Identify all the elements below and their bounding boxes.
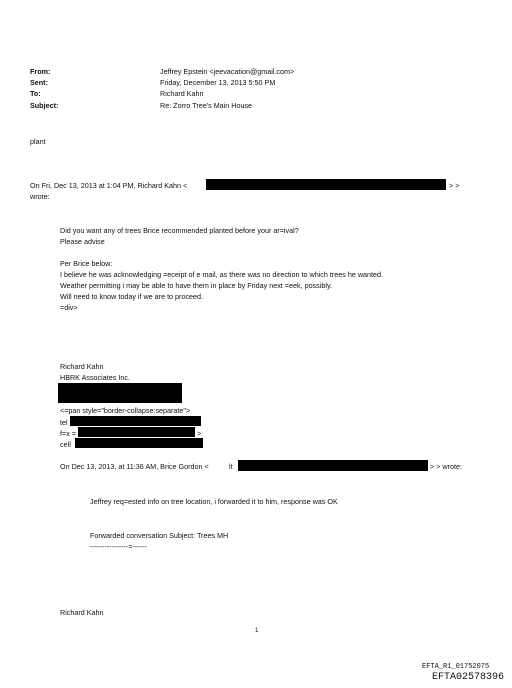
sent-value: Friday, December 13, 2013 5:50 PM — [160, 78, 276, 87]
span-style-text: <=pan style="border-collapse:separate"> — [60, 406, 191, 415]
cell-label: cell — [60, 440, 71, 449]
from-value: Jeffrey Epstein <jeevacation@gmail.com> — [160, 67, 295, 76]
fax-suffix: > — [197, 429, 202, 438]
quote1-header: On Fri, Dec 13, 2013 at 1:04 PM, Richard Kahn < — [30, 181, 188, 190]
forwarded-line: Forwarded conversation Subject: Trees MH — [90, 531, 229, 540]
message-line: Please advise — [60, 237, 105, 246]
footer-id-2: EFTA02578396 — [432, 672, 505, 683]
message-line: Will need to know today if we are to proceed. — [60, 292, 204, 301]
sent-label: Sent: — [30, 78, 48, 87]
redaction-bar — [75, 438, 203, 448]
to-label: To: — [30, 89, 41, 98]
reply-text: plant — [30, 137, 46, 146]
message-line: Weather permitting i may be able to have them in place by Friday next =eek, possibly. — [60, 281, 332, 290]
redaction-bar — [238, 460, 428, 471]
quote1-wrote: wrote: — [30, 192, 50, 201]
quote2-lt: lt — [229, 462, 233, 471]
redaction-bar — [78, 427, 195, 437]
subject-value: Re: Zorro Tree's Main House — [160, 101, 253, 110]
message-line: Jeffrey req=ested info on tree location, i forwarded it to him, response was OK — [90, 497, 338, 506]
message-line: =div> — [60, 303, 78, 312]
message-line: I believe he was acknowledging =eceipt of e mail, as there was no direction to which trees he wanted. — [60, 270, 384, 279]
quote1-suffix: > > — [449, 181, 460, 190]
redaction-bar — [70, 416, 201, 426]
signature-company: HBRK Associates Inc. — [60, 373, 130, 382]
page-number: 1 — [255, 628, 259, 634]
fax-label: f=x = — [60, 429, 76, 438]
tel-label: tel — [60, 418, 68, 427]
quote2-suffix: > > wrote: — [430, 462, 462, 471]
from-label: From: — [30, 67, 51, 76]
closing-name: Richard Kahn — [60, 608, 104, 617]
per-brice-text: Per Brice below: — [60, 259, 113, 268]
message-line: Did you want any of trees Brice recommended planted before your ar=ival? — [60, 226, 299, 235]
signature-name: Richard Kahn — [60, 362, 104, 371]
subject-label: Subject: — [30, 101, 59, 110]
footer-id-1: EFTA_R1_01752075 — [422, 663, 490, 671]
quote2-header: On Dec 13, 2013, at 11:36 AM, Brice Gordon < — [60, 462, 209, 471]
dashes-line: ----------------=------ — [90, 542, 147, 551]
to-value: Richard Kahn — [160, 89, 204, 98]
redaction-bar — [206, 179, 446, 190]
redaction-bar — [58, 383, 182, 403]
